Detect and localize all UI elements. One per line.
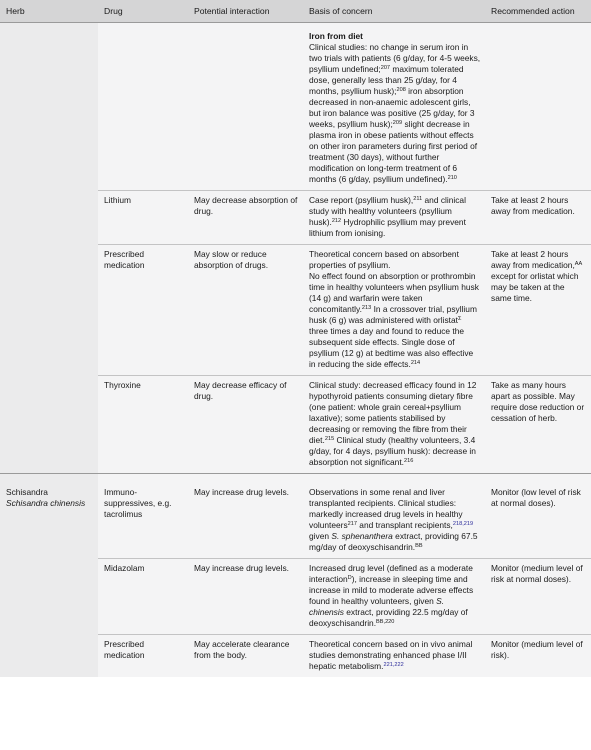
recommended-prescribed-medication: Take at least 2 hours away from medication,$^{AA}$ except for orlistat which may be taken at the same time. <box>485 245 591 376</box>
potential-lithium: May decrease absorption of drug. <box>188 191 303 245</box>
subheading-iron-from-diet: Iron from diet <box>309 31 363 41</box>
basis-thyroxine: Clinical study: decreased efficacy found in 12 hypothyroid patients consuming dietary fibre (one patient: whole grain cereal+psyllium laxative); some patients stabilised by decreasing or removing the fibre from their diet.$^{215}$ Clinical study (healthy volunteers, 3.4 g/day, for 4 days, psyllium husk): decrease in absorption not significant.$^{216}$ <box>303 376 485 474</box>
potential-midazolam: May increase drug levels. <box>188 559 303 635</box>
basis-cell-iron <box>303 23 485 191</box>
table-row-lithium <box>0 191 591 245</box>
drug-immunosuppressives: Immuno-suppressives, e.g. tacrolimus <box>98 474 188 559</box>
iron-text: Clinical studies: no change in serum iron in two trials with patients (6 g/day, for 4-5 weeks, psyllium undefined;$^{207}$ maximum tolerated dose, generally less than 25 g/day, for 4 months, psyllium husk);$^{208}$ iron absorption decreased in non-anaemic adolescent girls, but iron balance was positive (25 g/day, for 3 weeks, psyllium husk);$^{209}$ slight decrease in plasma iron in obese patients without effects on other iron parameters during first period of treatment (30 days), without further modification on long-term treatment of 6 months (6 g/day, psyllium undefined).$^{210}$ <box>309 42 481 184</box>
potential-prescribed-medication-schisandra: May accelerate clearance from the body. <box>188 635 303 678</box>
recommended-immunosuppressives: Monitor (low level of risk at normal doses). <box>485 474 591 559</box>
basis-midazolam: Increased drug level (defined as a moderate interaction$^D$), increase in sleeping time and increase in mild to moderate adverse effects found in healthy volunteers, given S. chinensis extract, providing 22.5 mg/day of deoxyschisandrin.$^{BB,220}$ <box>303 559 485 635</box>
drug-thyroxine: Thyroxine <box>98 376 188 474</box>
table-row-prescribed-medication <box>0 245 591 376</box>
header-herb: Herb <box>0 0 98 23</box>
drug-prescribed-medication-schisandra: Prescribed medication <box>98 635 188 678</box>
recommended-lithium: Take at least 2 hours away from medication. <box>485 191 591 245</box>
table-row-immunosuppressives <box>0 474 591 559</box>
basis-prescribed-medication: Theoretical concern based on absorbent properties of psyllium. No effect found on absorption or prothrombin time in healthy volunteers when psyllium husk (14 g) and warfarin were taken concomitantly.$^{213}$ In a crossover trial, psyllium husk (6 g) was administered with orlistat$^\Sigma$ three times a day and found to reduce the subsequent side effects. Single dose of psyllium (12 g) at bedtime was also effective in reducing the side effects.$^{214}$ <box>303 245 485 376</box>
herb-schisandra <box>0 474 98 559</box>
herb-common-name: Schisandra <box>6 487 48 497</box>
potential-immunosuppressives: May increase drug levels. <box>188 474 303 559</box>
herb-latin-name: Schisandra chinensis <box>6 498 86 508</box>
recommended-thyroxine: Take as many hours apart as possible. May require dose reduction or cessation of herb. <box>485 376 591 474</box>
basis-immunosuppressives: Observations in some renal and liver transplanted recipients. Clinical studies: markedly increased drug levels in healthy volunteers$^{217}$ and transplant recipients,$^{218,219}$ given S. sphenanthera extract, providing 67.5 mg/day of deoxyschisandrin.$^{BB}$ <box>303 474 485 559</box>
basis-prescribed-medication-schisandra: Theoretical concern based on in vivo animal studies demonstrating enhanced phase I/II hepatic metabolism.$^{221,222}$ <box>303 635 485 678</box>
header-potential-interaction: Potential interaction <box>188 0 303 23</box>
header-row <box>0 0 591 23</box>
table-row-midazolam <box>0 559 591 635</box>
header-drug: Drug <box>98 0 188 23</box>
header-recommended-action: Recommended action <box>485 0 591 23</box>
table-row-prescribed-medication-schisandra <box>0 635 591 678</box>
drug-prescribed-medication: Prescribed medication <box>98 245 188 376</box>
header-basis-of-concern: Basis of concern <box>303 0 485 23</box>
drug-lithium: Lithium <box>98 191 188 245</box>
table-row-iron <box>0 23 591 191</box>
potential-prescribed-medication: May slow or reduce absorption of drugs. <box>188 245 303 376</box>
basis-lithium: Case report (psyllium husk),$^{211}$ and clinical study with healthy volunteers (psyllium husk).$^{212}$ Hydrophilic psyllium may prevent lithium from ionising. <box>303 191 485 245</box>
potential-thyroxine: May decrease efficacy of drug. <box>188 376 303 474</box>
table-row-thyroxine <box>0 376 591 474</box>
recommended-midazolam: Monitor (medium level of risk at normal doses). <box>485 559 591 635</box>
recommended-prescribed-medication-schisandra: Monitor (medium level of risk). <box>485 635 591 678</box>
drug-midazolam: Midazolam <box>98 559 188 635</box>
